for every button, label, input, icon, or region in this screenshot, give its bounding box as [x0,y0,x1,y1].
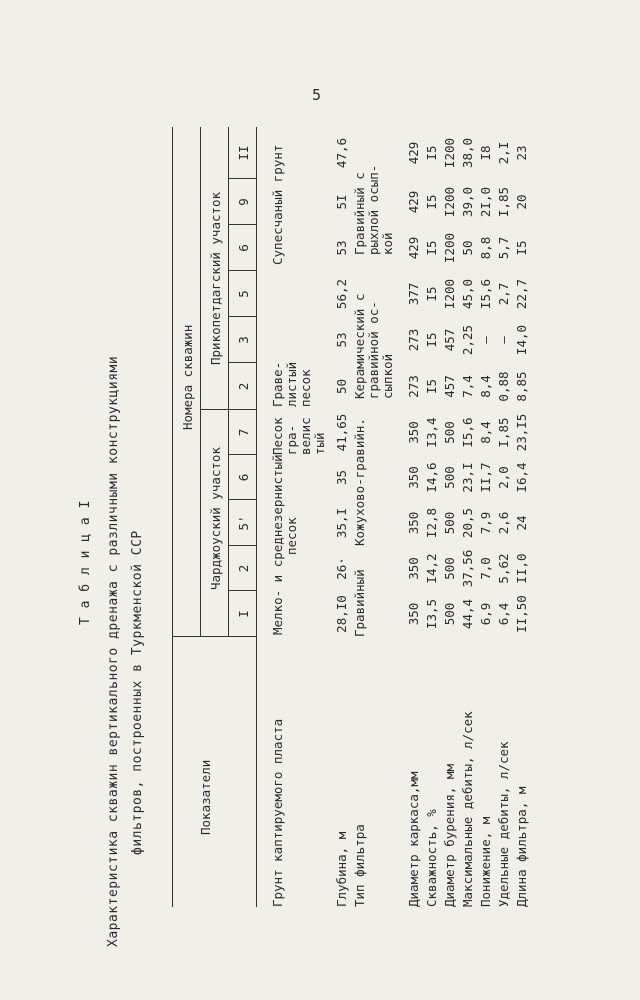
prikopetdag-section-header: Прикопетдагский участок [208,191,223,365]
row-value: 2,I [496,141,511,165]
filter-type-label: Тип фильтра [352,824,367,907]
row-value: 429 [406,236,421,260]
row-value: 6,4 [496,602,511,626]
filter-type-gravel: Гравийный [352,569,367,637]
row-value: I5 [424,194,439,210]
row-label: Скважность, % [424,809,439,907]
depth-value: 5I [334,194,349,210]
row-value: I5 [424,332,439,348]
row-value: I5,6 [478,278,493,310]
row-label: Удельные дебиты, л/сек [496,741,511,907]
soil-group3: Граве- [270,361,285,407]
row-value: 20 [514,194,529,210]
rotated-table-page [70,75,630,955]
row-value: 273 [406,375,421,398]
row-value: 457 [442,375,457,398]
row-value: I5,6 [460,417,475,448]
soil-group3: листый [284,361,299,407]
row-value: 429 [406,190,421,214]
row-value: I200 [442,137,457,169]
row-value: 350 [406,466,421,489]
row-label: Понижение, м [478,816,493,907]
soil-group2: гра- [284,424,299,455]
row-value: 2,6 [496,511,511,535]
row-value: 45,0 [460,278,475,310]
table-title-line2: фильтров, построенных в Туркменской ССР [130,530,145,855]
row-value: – [478,336,493,344]
row-value: 38,0 [460,137,475,169]
row-value: 500 [442,421,457,444]
depth-value: 35 [334,469,349,486]
row-value: I5 [424,286,439,302]
row-value: 22,7 [514,278,529,310]
row-value: 377 [406,282,421,306]
filter-type-ceramic: гравийной ос- [366,301,381,399]
row-value: 23,I5 [514,413,529,452]
row-value: 2I,0 [478,186,493,218]
row-value: 23 [514,145,529,161]
row-value: 39,0 [460,186,475,218]
row-value: 6,9 [478,602,493,626]
row-value: 0,88 [496,371,511,402]
row-value: 23,I [460,462,475,493]
row-value: 500 [442,511,457,535]
filter-type-gravel-loose: рыхлой осып- [366,164,381,255]
row-value: I200 [442,232,457,264]
table-title-line1: Характеристика скважин вертикального дренажа с различными конструкциями [106,355,121,947]
row-value: 7,9 [478,511,493,535]
row-value: 8,4 [478,421,493,444]
row-value: 2,0 [496,466,511,489]
row-value: I8 [478,145,493,161]
chardzhou-section-header: Чарджоуский участок [208,447,223,590]
soil-group1: песок [284,517,299,555]
depth-value: 35,I [334,507,349,539]
well-numbers-header: Номера скважин [180,324,195,430]
row-label: Диаметр бурения, мм [442,764,457,907]
well-id: II [236,145,251,161]
depth-value: 53 [334,332,349,348]
filter-type-ceramic: сыпкой [380,353,395,399]
row-label: Диаметр каркаса,мм [406,771,421,907]
row-value: 7,0 [478,557,493,580]
row-value: I200 [442,186,457,218]
table-label: Т а б л и ц а I [78,500,93,625]
row-value: 350 [406,557,421,580]
soil-group1: Мелко- и среднезернистый [270,454,285,635]
row-value: 8,4 [478,375,493,398]
row-value: I4,6 [424,462,439,493]
row-value: 500 [442,602,457,626]
depth-label: Глубина, м [334,831,349,907]
row-label: Максимальные дебиты, л/сек [460,711,475,907]
row-value: 50 [460,240,475,256]
header-rule-1 [200,127,201,637]
well-id: 9 [236,198,251,206]
row-value: 273 [406,328,421,352]
row-value: I200 [442,278,457,310]
depth-value: 56,2 [334,278,349,310]
soil-group2: тый [312,432,327,455]
depth-value: 28,I0 [334,595,349,633]
table-top-rule [172,127,173,907]
row-value: 350 [406,421,421,444]
soil-group2: велис [298,417,313,455]
row-value: 5,62 [496,553,511,584]
row-value: 20,5 [460,507,475,539]
row-value: 500 [442,557,457,580]
row-value: II,50 [514,595,529,633]
depth-value: 41,65 [334,413,349,452]
depth-value: 50 [334,378,349,395]
row-value: 8,8 [478,236,493,260]
depth-value: 53 [334,240,349,256]
row-value: I4,0 [514,324,529,356]
soil-label: Грунт каптируемого пласта [270,718,285,907]
depth-value: 26· [334,557,349,580]
row-value: 429 [406,141,421,165]
soil-group2: Песок [270,417,285,455]
row-value: 5,7 [496,236,511,260]
page-number: 5 [312,86,322,104]
depth-value: 47,6 [334,137,349,169]
well-id: 2 [236,382,251,391]
header-bottom-rule [256,127,257,907]
indicators-header: Показатели [198,759,213,835]
row-value: I5 [424,378,439,395]
row-value: 2,25 [460,324,475,356]
well-id: 6 [236,473,251,482]
filter-type-ceramic: Керамический с [352,293,367,399]
row-value: 2,7 [496,282,511,306]
row-value: II,0 [514,553,529,584]
well-id: 2 [236,564,251,573]
row-value: I6,4 [514,462,529,493]
row-value: I4,2 [424,553,439,584]
row-value: II,7 [478,462,493,493]
well-id: 5' [236,515,251,531]
row-value: 500 [442,466,457,489]
row-value: I3,4 [424,417,439,448]
row-value: 8,85 [514,371,529,402]
row-value: 24 [514,515,529,531]
filter-type-gravel-loose: кой [380,232,395,255]
filter-type-shell: Кожухово-гравийн. [352,418,367,546]
row-value: I5 [424,240,439,256]
soil-group4: Супесчаный грунт [270,144,285,265]
row-value: I2,8 [424,507,439,539]
row-label: Длина фильтра, м [514,786,529,907]
well-id: 6 [236,244,251,252]
row-value: – [496,336,511,344]
row-value: I3,5 [424,598,439,630]
row-value: 44,4 [460,598,475,630]
row-value: I,85 [496,186,511,218]
well-id: 7 [236,428,251,437]
row-value: 350 [406,602,421,626]
row-value: I5 [514,240,529,256]
row-value: 457 [442,328,457,352]
row-value: 7,4 [460,375,475,398]
well-id: I [236,610,251,618]
well-id: 5 [236,290,251,298]
row-value: 350 [406,511,421,535]
soil-group3: песок [298,369,313,407]
row-value: 37,56 [460,549,475,588]
filter-type-gravel-loose: Гравийный с [352,172,367,255]
row-value: I5 [424,145,439,161]
well-id: 3 [236,336,251,344]
row-value: I,85 [496,417,511,448]
header-rule-2 [228,127,229,637]
